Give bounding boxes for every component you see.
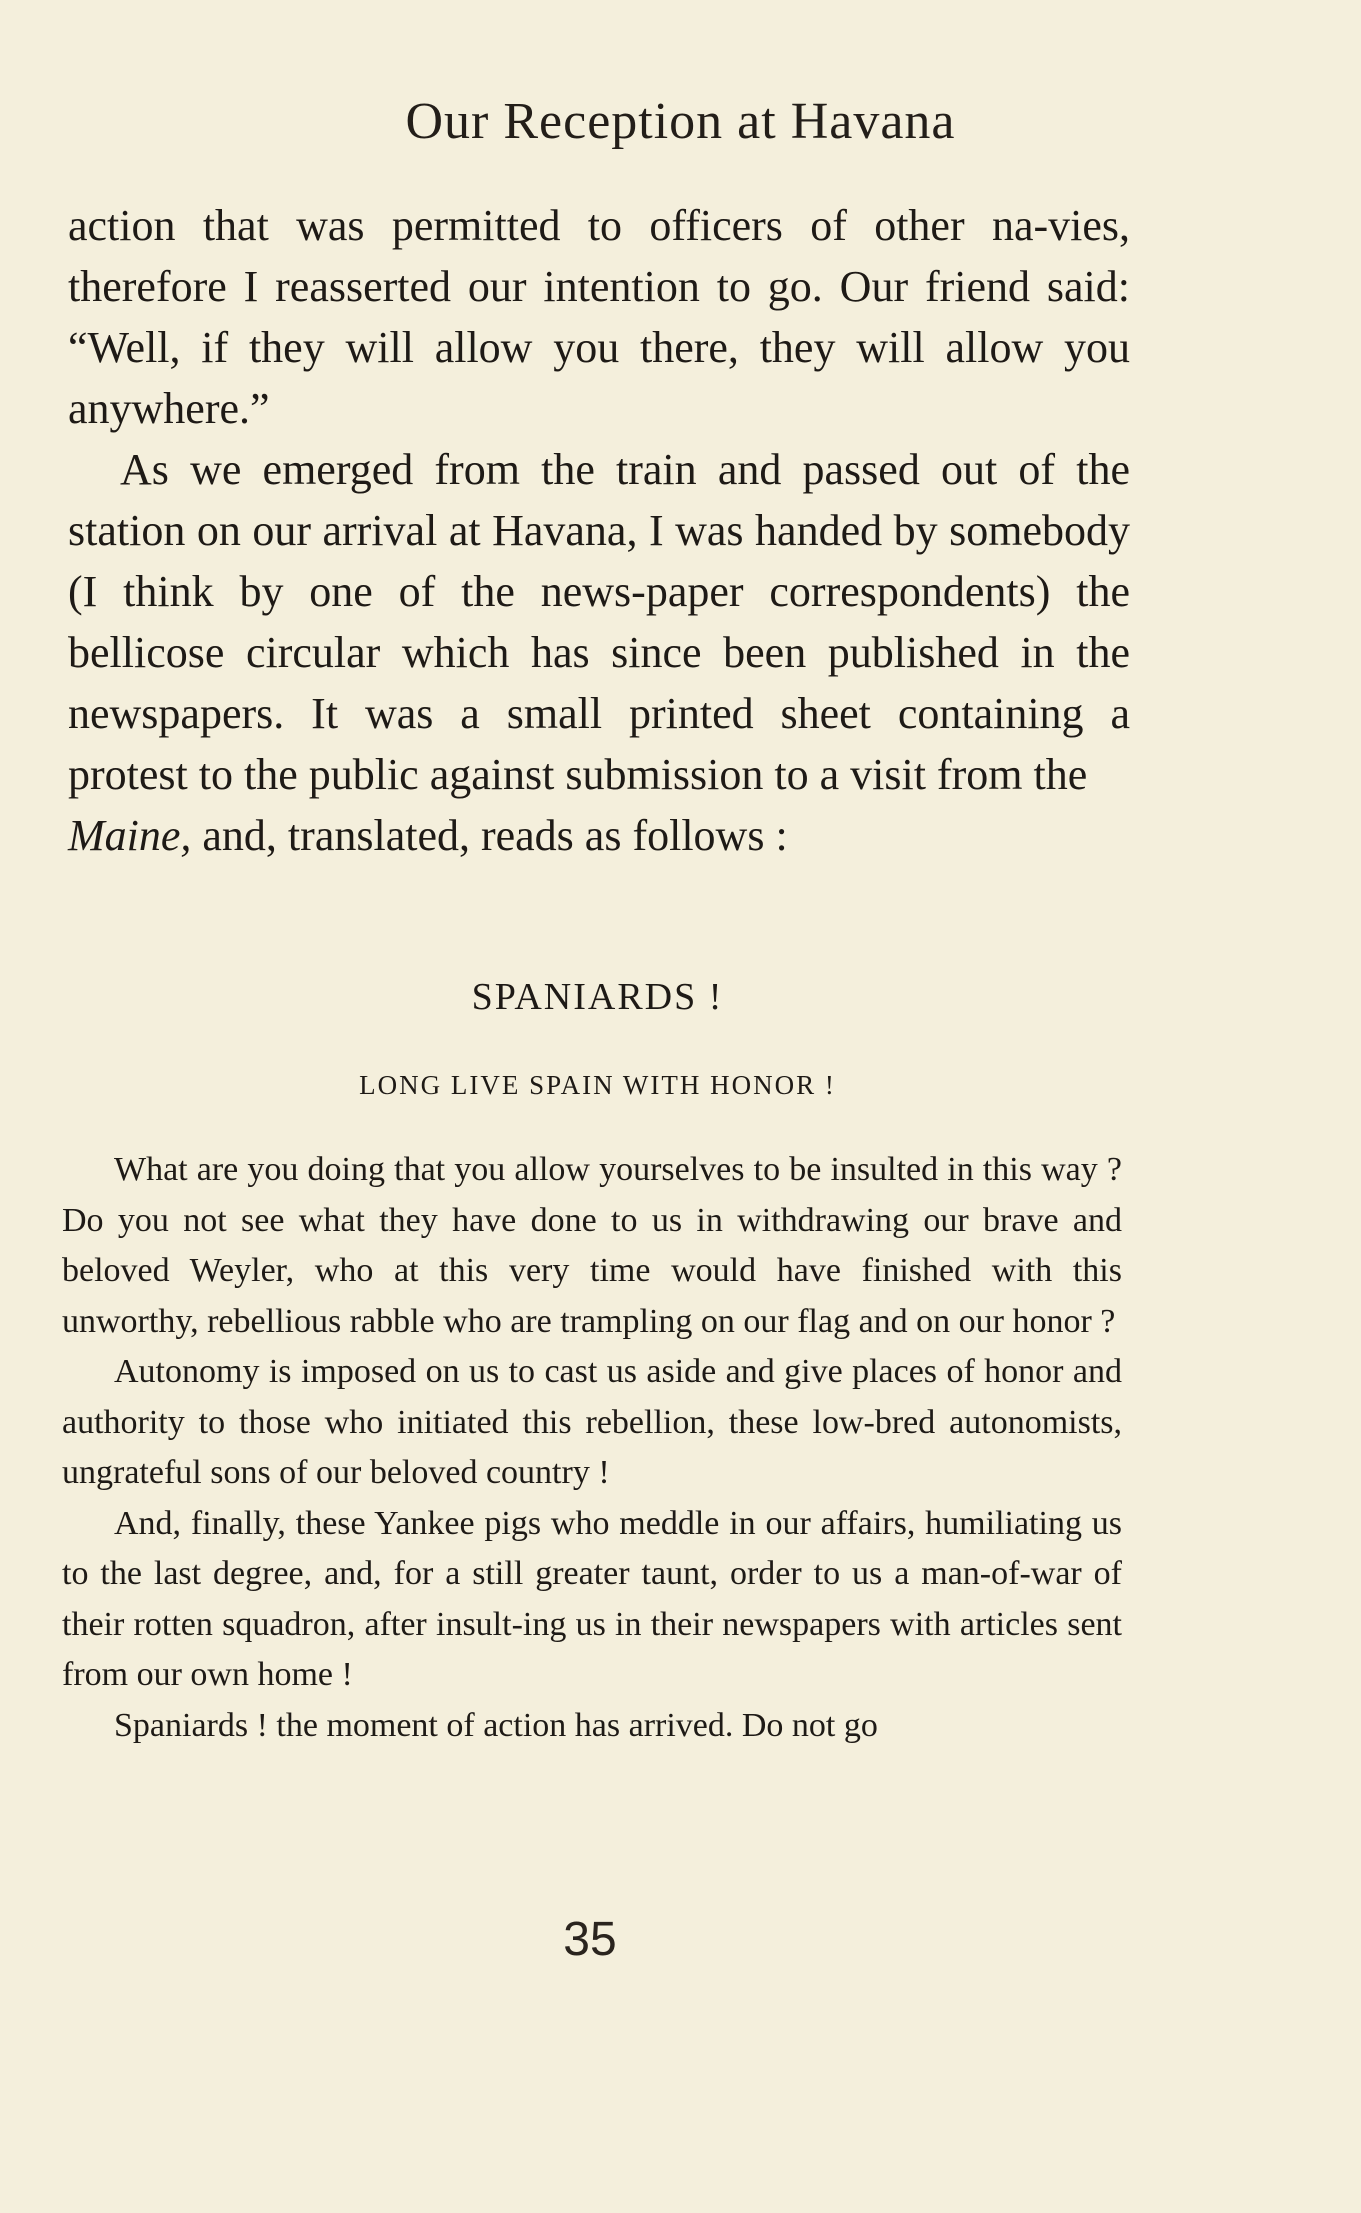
circular-paragraph-4: Spaniards ! the moment of action has arrived. Do not go xyxy=(114,1706,878,1744)
paragraph-arrival-tail: and, translated, reads as follows : xyxy=(191,811,788,860)
circular-text xyxy=(62,1145,1122,1751)
body-text xyxy=(68,195,1130,866)
running-head: Our Reception at Havana xyxy=(405,93,956,150)
paragraph-arrival xyxy=(68,439,1130,866)
circular-paragraph-3: And, finally, these Yankee pigs who meddle in our affairs, humiliating us to the last degree, and, for a still greater taunt, order to us a man-of-war of their rotten squadron, after insult-ing us in their newspapers with articles sent from our own home ! xyxy=(62,1504,1122,1693)
circular-paragraph-1: What are you doing that you allow yourselves to be insulted in this way ? Do you not see what they have done to us in withdrawing our brave and beloved Weyler, who at this very time would have finished with this unworthy, rebellious rabble who are trampling on our flag and on our honor ? xyxy=(62,1151,1122,1340)
circular-heading: SPANIARDS ! xyxy=(471,976,724,1018)
circular-subheading: LONG LIVE SPAIN WITH HONOR ! xyxy=(359,1070,836,1100)
paragraph-arrival-text: As we emerged from the train and passed out of the station on our arrival at Havana, I was handed by somebody (I think by one of the news-paper correspondents) the bellicose circular which has since been published in the newspapers. It was a small printed sheet containing a protest to the public against submission to a visit from the xyxy=(68,445,1130,799)
ship-name: Maine, xyxy=(68,811,192,860)
paragraph-continued: action that was permitted to officers of other na-vies, therefore I reasserted our intention to go. Our friend said: “Well, if they will allow you there, they will allow you anywhere.” xyxy=(68,201,1130,433)
circular-paragraph-2: Autonomy is imposed on us to cast us aside and give places of honor and authority to those who initiated this rebellion, these low-bred autonomists, ungrateful sons of our beloved country ! xyxy=(62,1353,1122,1491)
page-number: 35 xyxy=(563,1913,617,1966)
